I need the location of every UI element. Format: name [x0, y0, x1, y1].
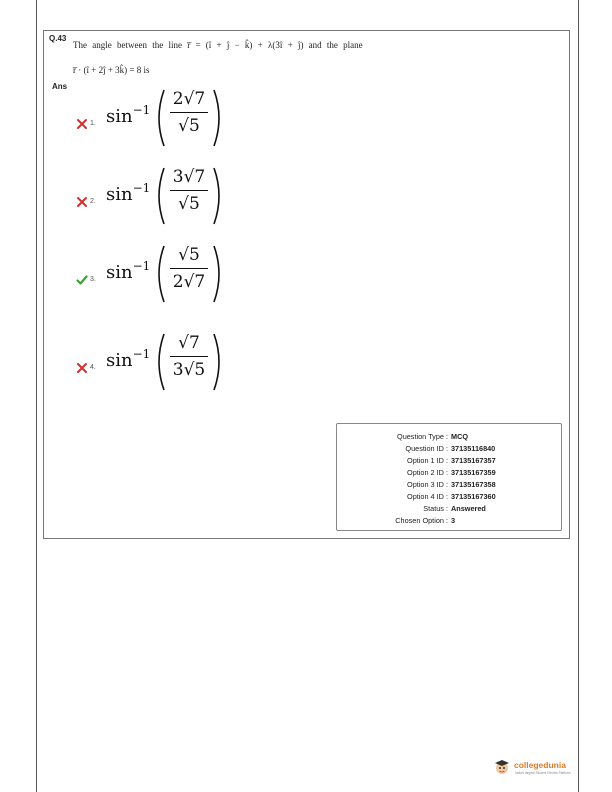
denominator: 3√5	[172, 360, 206, 380]
question-info-panel	[336, 423, 562, 531]
chosen-option-row: Chosen Option : 3	[395, 516, 456, 525]
option-3	[76, 245, 276, 338]
exponent: −1	[132, 259, 151, 273]
option3-id-row: Option 3 ID : 37135167358	[407, 480, 496, 489]
function-name: sin	[106, 262, 133, 283]
option-index: 1.	[90, 120, 96, 127]
fraction	[168, 332, 210, 381]
option2-id-row: Option 2 ID : 37135167359	[407, 468, 496, 477]
function-name: sin	[106, 106, 133, 127]
question-text-line1: The angle between the line r̅ = (î + ĵ − k̂) + λ(3î + ĵ) and the plane	[73, 40, 363, 50]
logo-tagline: India's largest Student Review Platform	[515, 771, 571, 775]
graduate-avatar-icon	[493, 758, 511, 776]
question-id-row: Question ID : 37135116840	[405, 444, 496, 453]
cross-icon	[76, 196, 88, 208]
status-row: Status : Answered	[423, 504, 486, 513]
cross-icon	[76, 362, 88, 374]
numerator: 2√7	[172, 89, 206, 109]
option1-id-row: Option 1 ID : 37135167357	[407, 456, 496, 465]
function-name: sin	[106, 184, 133, 205]
option-4	[76, 333, 276, 426]
fraction-bar	[170, 268, 208, 269]
fraction	[168, 88, 210, 137]
question-text-line2: r̅ · (î + 2ĵ + 3k̂) = 8 is	[73, 65, 150, 75]
numerator: √5	[178, 245, 200, 265]
collegedunia-logo	[493, 752, 573, 780]
option4-id-row: Option 4 ID : 37135167360	[407, 492, 496, 501]
option-index: 2.	[90, 198, 96, 205]
exponent: −1	[132, 347, 151, 361]
fraction	[168, 166, 210, 215]
function-name: sin	[106, 350, 133, 371]
answer-label: Ans	[52, 82, 68, 91]
checkmark-icon	[76, 274, 88, 286]
numerator: √7	[178, 333, 200, 353]
option-index: 3.	[90, 276, 96, 283]
fraction-bar	[170, 190, 208, 191]
logo-name: collegedunia	[514, 760, 566, 770]
fraction-bar	[170, 356, 208, 357]
numerator: 3√7	[172, 167, 206, 187]
exponent: −1	[132, 181, 151, 195]
question-number: Q.43	[49, 34, 67, 43]
cross-icon	[76, 118, 88, 130]
denominator: 2√7	[172, 272, 206, 292]
question-type-row: Question Type : MCQ	[397, 432, 469, 441]
fraction	[168, 244, 210, 293]
exponent: −1	[132, 103, 151, 117]
denominator: √5	[178, 194, 200, 214]
fraction-bar	[170, 112, 208, 113]
option-index: 4.	[90, 364, 96, 371]
denominator: √5	[178, 116, 200, 136]
